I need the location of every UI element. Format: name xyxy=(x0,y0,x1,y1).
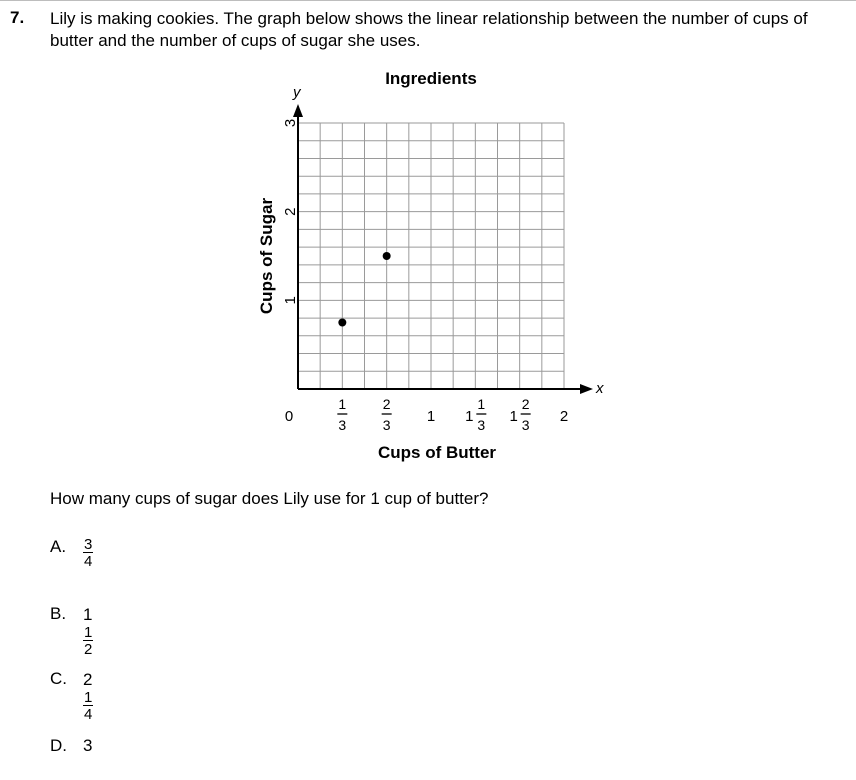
choice-answer xyxy=(83,669,93,722)
x-tick-numerator: 2 xyxy=(382,396,391,412)
question-text: Lily is making cookies. The graph below shows the linear relationship between the number of cups of butter and the number of cups of sugar she uses. xyxy=(50,9,808,50)
x-tick-numerator: 1 xyxy=(338,396,347,412)
choice-letter: A. xyxy=(50,537,67,556)
fraction-numerator: 1 xyxy=(84,623,93,641)
x-tick-denominator: 3 xyxy=(521,417,530,433)
x-tick-label: 2 xyxy=(559,408,569,425)
choice-letter: D. xyxy=(50,736,67,755)
x-axis-label: Cups of Butter xyxy=(377,443,497,462)
choice-answer xyxy=(83,537,93,569)
x-tick-numerator: 1 xyxy=(477,396,486,412)
x-tick-whole: 1 xyxy=(465,408,474,425)
mixed-number-whole: 2 xyxy=(83,669,93,689)
x-axis-letter: x xyxy=(596,380,604,397)
y-axis-letter: y xyxy=(293,84,301,101)
fraction-denominator: 4 xyxy=(84,553,93,570)
fraction-numerator: 3 xyxy=(84,536,93,553)
x-tick-denominator: 3 xyxy=(338,417,347,433)
chart-title: Ingredients xyxy=(385,69,477,88)
data-point xyxy=(338,319,346,327)
x-tick-label: 0 xyxy=(284,408,294,425)
y-tick-label: 2 xyxy=(282,207,299,216)
x-tick-whole: 1 xyxy=(509,408,518,425)
choice-fraction xyxy=(83,537,93,569)
x-tick-numerator: 2 xyxy=(521,396,530,412)
mixed-number-whole: 1 xyxy=(83,604,93,624)
choice-answer: 3 xyxy=(83,736,93,755)
y-tick-label: 3 xyxy=(282,118,299,128)
choice-letter: B. xyxy=(50,604,67,623)
y-axis-arrow-icon xyxy=(293,104,303,117)
choice-letter: C. xyxy=(50,669,67,688)
fraction-denominator: 2 xyxy=(84,640,93,658)
x-axis-arrow-icon xyxy=(580,384,593,394)
choice-fraction xyxy=(83,690,93,722)
question-number: 7. xyxy=(10,8,25,27)
y-tick-label: 1 xyxy=(282,296,299,305)
choice-answer xyxy=(83,604,93,657)
choice-fraction xyxy=(83,625,93,657)
fraction-denominator: 4 xyxy=(84,705,93,723)
data-point xyxy=(383,252,391,260)
y-axis-label: Cups of Sugar xyxy=(257,197,276,315)
fraction-numerator: 1 xyxy=(84,688,93,706)
x-tick-denominator: 3 xyxy=(477,417,486,433)
x-tick-label: 1 xyxy=(426,408,436,425)
x-tick-denominator: 3 xyxy=(382,417,391,433)
question-prompt: How many cups of sugar does Lily use for 1 cup of butter? xyxy=(50,489,489,508)
